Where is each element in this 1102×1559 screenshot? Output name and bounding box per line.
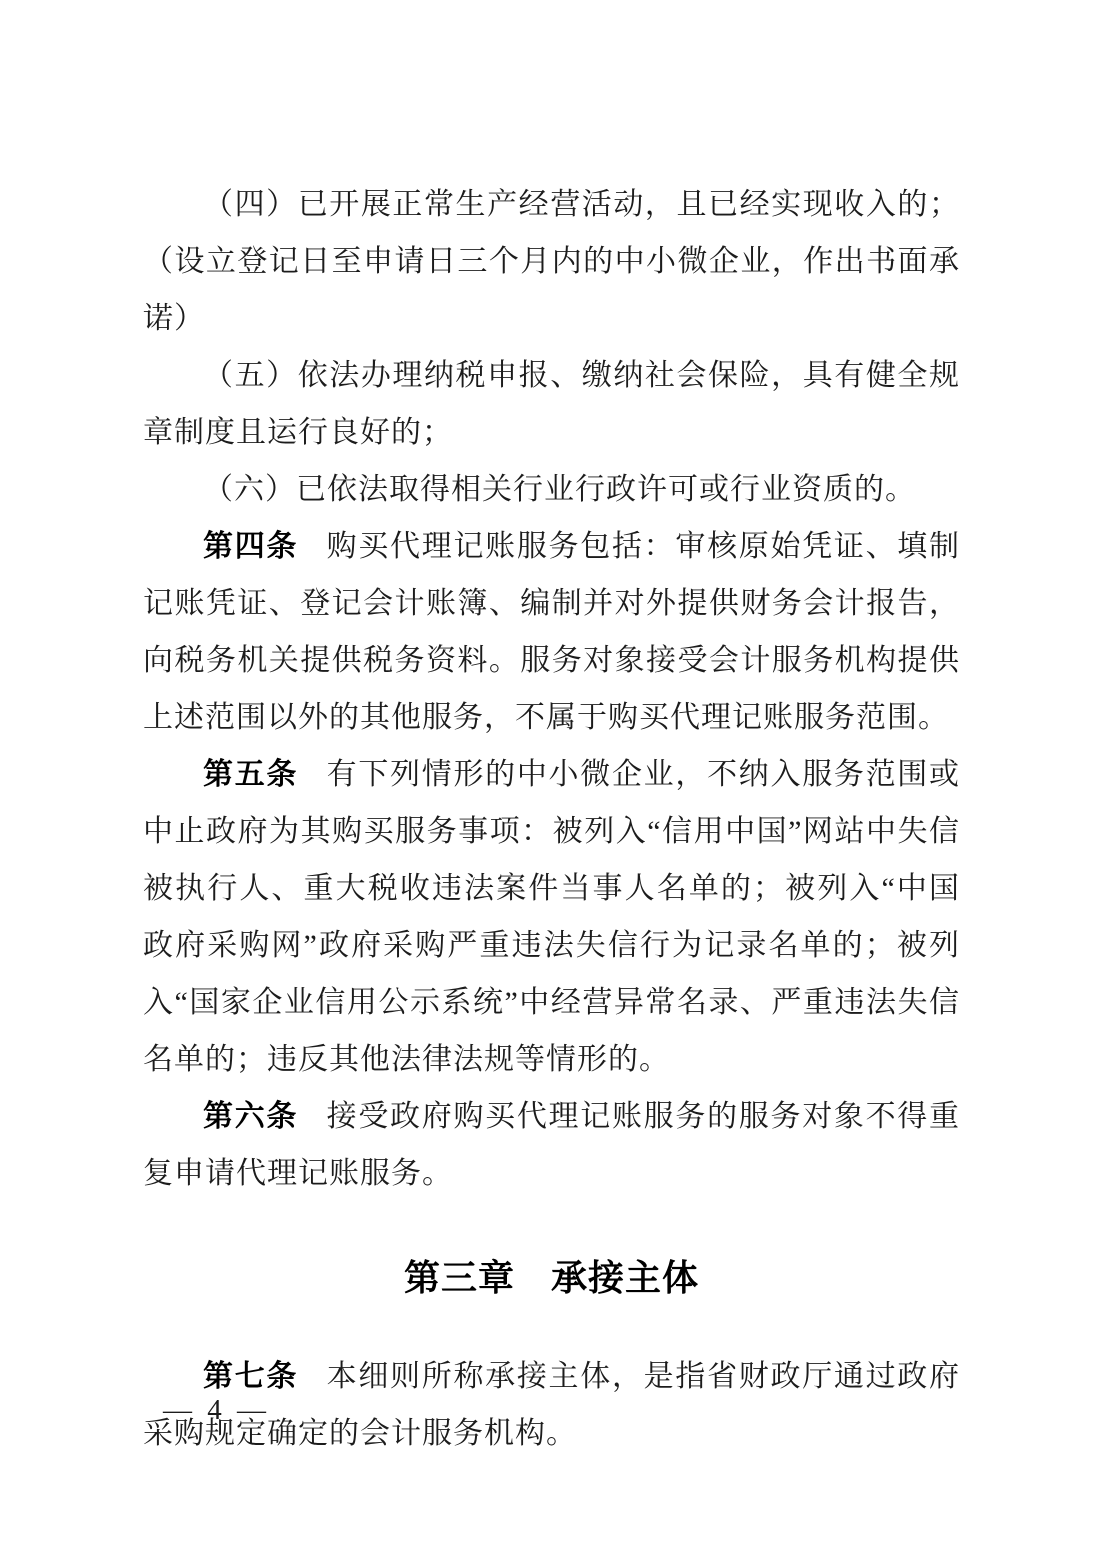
article-4-text: 购买代理记账服务包括：审核原始凭证、填制记账凭证、登记会计账簿、编制并对外提供财务会计报告，向税务机关提供税务资料。服务对象接受会计服务机构提供上述范围以外的其他服务，不属于购买代理记账服务范围。 xyxy=(143,530,961,734)
article-5 xyxy=(143,746,960,1088)
clause-text: （四）已开展正常生产经营活动，且已经实现收入的；（设立登记日至申请日三个月内的中小微企业，作出书面承诺） xyxy=(143,188,960,335)
chapter-title: 承接主体 xyxy=(551,1257,700,1298)
article-6-text: 接受政府购买代理记账服务的服务对象不得重复申请代理记账服务。 xyxy=(143,1100,961,1190)
document-body xyxy=(143,176,960,1462)
clause-text: （六）已依法取得相关行业行政许可或行业资质的。 xyxy=(203,473,916,506)
article-4 xyxy=(143,518,960,746)
article-6-label: 第六条 xyxy=(203,1100,299,1133)
article-4-label: 第四条 xyxy=(203,530,299,563)
article-6 xyxy=(143,1088,960,1202)
clause-item-5 xyxy=(143,347,960,461)
page-number: — 4 — xyxy=(163,1394,270,1426)
clause-item-4 xyxy=(143,176,960,347)
article-7-text: 本细则所称承接主体，是指省财政厅通过政府采购规定确定的会计服务机构。 xyxy=(143,1360,961,1450)
chapter-heading xyxy=(143,1256,960,1300)
article-5-label: 第五条 xyxy=(203,758,299,791)
article-7-label: 第七条 xyxy=(203,1360,299,1393)
chapter-number: 第三章 xyxy=(403,1257,515,1298)
article-5-text: 有下列情形的中小微企业，不纳入服务范围或中止政府为其购买服务事项：被列入“信用中国”网站中失信被执行人、重大税收违法案件当事人名单的；被列入“中国政府采购网”政府采购严重违法失信行为记录名单的；被列入“国家企业信用公示系统”中经营异常名录、严重违法失信名单的；违反其他法律法规等情形的。 xyxy=(143,758,961,1076)
clause-item-6 xyxy=(143,461,960,518)
clause-text: （五）依法办理纳税申报、缴纳社会保险，具有健全规章制度且运行良好的； xyxy=(143,359,960,449)
